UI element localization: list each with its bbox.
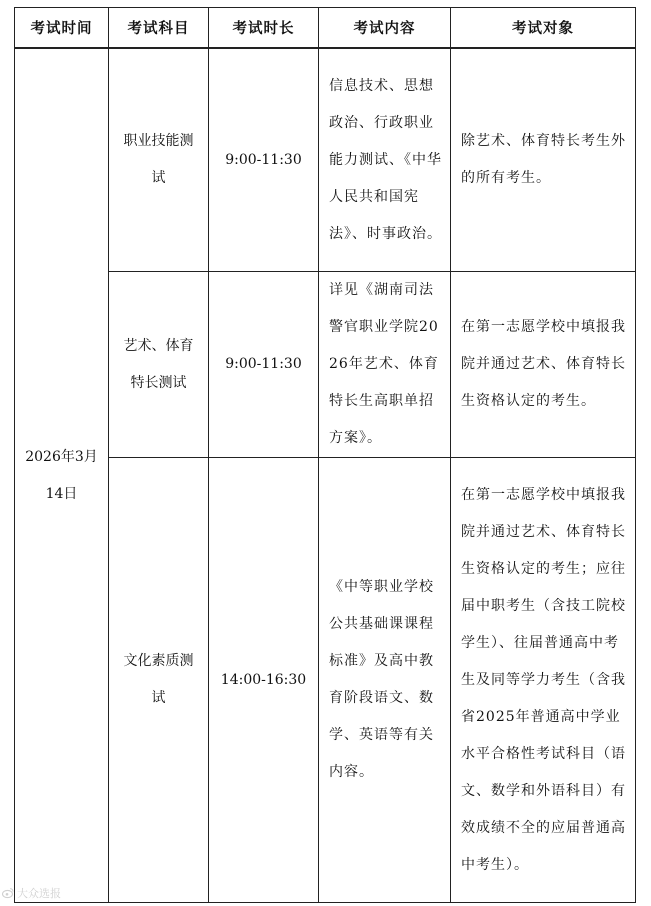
duration-cell: 14:00-16:30 <box>209 458 319 903</box>
header-exam-content: 考试内容 <box>319 8 451 49</box>
exam-date-cell: 2026年3月14日 <box>15 48 109 903</box>
content-cell: 信息技术、思想政治、行政职业能力测试、《中华人民共和国宪法》、时事政治。 <box>319 48 451 272</box>
duration-cell: 9:00-11:30 <box>209 48 319 272</box>
header-row <box>15 8 636 49</box>
subject-cell: 职业技能测试 <box>109 48 209 272</box>
table-row <box>15 272 636 458</box>
header-exam-time: 考试时间 <box>15 8 109 49</box>
watermark-text: 大众选报 <box>17 887 61 900</box>
table-row <box>15 458 636 903</box>
audience-cell: 在第一志愿学校中填报我院并通过艺术、体育特长生资格认定的考生；应往届中职考生（含技工院校学生）、往届普通高中考生及同等学力考生（含我省2025年普通高中学业水平合格性考试科目（语文、数学和外语科目）有效成绩不全的应届普通高中考生）。 <box>451 458 636 903</box>
weibo-logo-icon <box>2 887 14 899</box>
subject-cell: 文化素质测试 <box>109 458 209 903</box>
content-cell: 详见《湖南司法警官职业学院2026年艺术、体育特长生高职单招方案》。 <box>319 272 451 458</box>
audience-cell: 除艺术、体育特长考生外的所有考生。 <box>451 48 636 272</box>
header-exam-audience: 考试对象 <box>451 8 636 49</box>
table-row <box>15 48 636 272</box>
audience-cell: 在第一志愿学校中填报我院并通过艺术、体育特长生资格认定的考生。 <box>451 272 636 458</box>
exam-schedule-table <box>14 7 636 903</box>
source-watermark <box>2 884 61 902</box>
header-exam-subject: 考试科目 <box>109 8 209 49</box>
exam-schedule-sheet <box>14 7 635 900</box>
duration-cell: 9:00-11:30 <box>209 272 319 458</box>
subject-cell: 艺术、体育特长测试 <box>109 272 209 458</box>
header-exam-duration: 考试时长 <box>209 8 319 49</box>
content-cell: 《中等职业学校公共基础课课程标准》及高中教育阶段语文、数学、英语等有关内容。 <box>319 458 451 903</box>
